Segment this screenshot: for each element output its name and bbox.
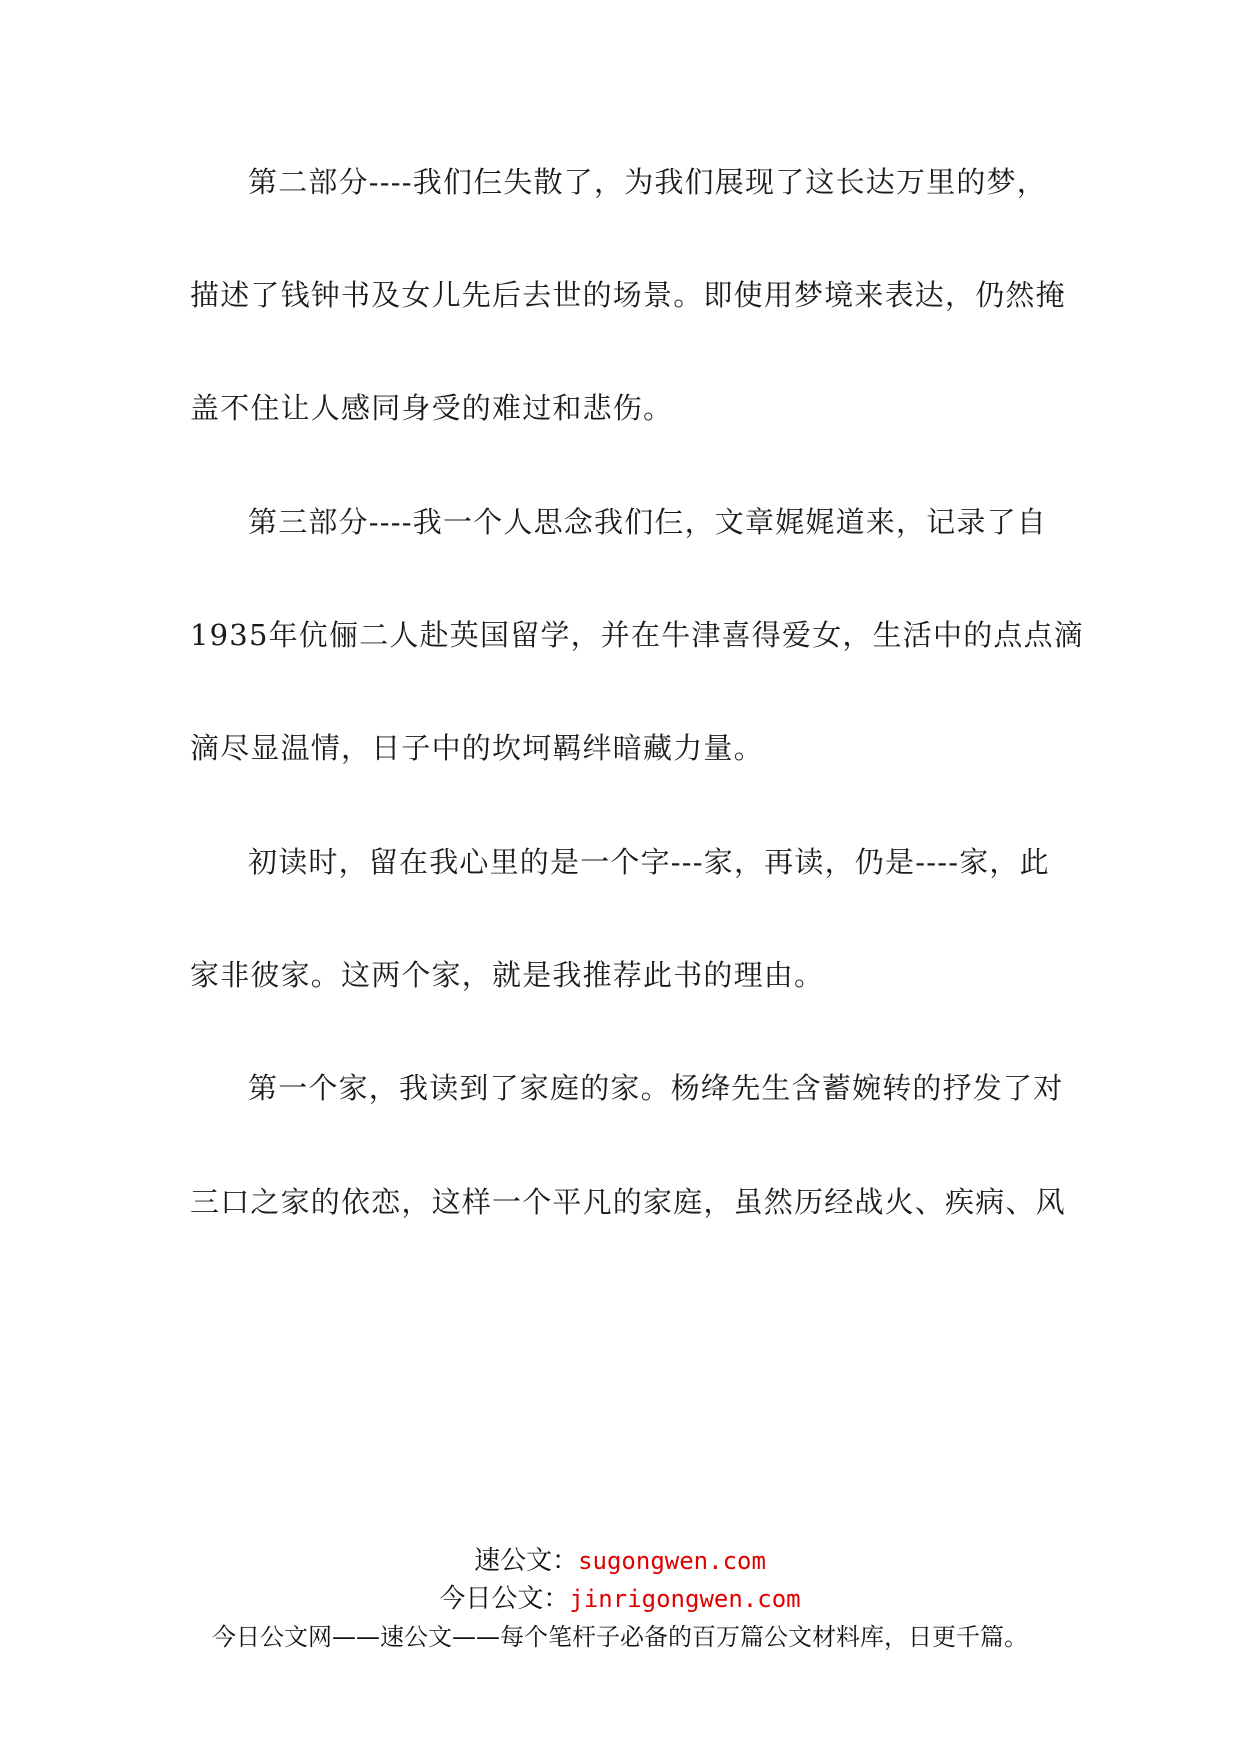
paragraph-line: 滴尽显温情，日子中的坎坷羁绊暗藏力量。	[190, 731, 764, 765]
paragraph-line: 第三部分----我一个人思念我们仨，文章娓娓道来，记录了自	[248, 505, 1047, 539]
footer-label-jinrigongwen: 今日公文：	[439, 1584, 570, 1614]
paragraph-line: 盖不住让人感同身受的难过和悲伤。	[190, 391, 674, 425]
footer-slogan: 今日公文网——速公文——每个笔杆子必备的百万篇公文材料库，日更千篇。	[212, 1623, 1028, 1651]
paragraph-line: 家非彼家。这两个家，就是我推荐此书的理由。	[190, 958, 825, 992]
sugongwen-link[interactable]: sugongwen.com	[578, 1547, 766, 1575]
paragraph-line: 初读时，留在我心里的是一个字---家，再读，仍是----家，此	[248, 845, 1050, 879]
footer-line-jinrigongwen	[0, 1582, 1240, 1616]
jinrigongwen-link[interactable]: jinrigongwen.com	[569, 1585, 801, 1613]
paragraph-line: 第二部分----我们仨失散了，为我们展现了这长达万里的梦，	[248, 165, 1047, 199]
footer-line-sugongwen	[0, 1544, 1240, 1578]
paragraph-line: 1935年伉俪二人赴英国留学，并在牛津喜得爱女，生活中的点点滴	[190, 618, 1085, 652]
paragraph-line: 第一个家，我读到了家庭的家。杨绛先生含蓄婉转的抒发了对	[248, 1071, 1064, 1105]
paragraph-line: 描述了钱钟书及女儿先后去世的场景。即使用梦境来表达，仍然掩	[190, 278, 1066, 312]
paragraph-line: 三口之家的依恋，这样一个平凡的家庭，虽然历经战火、疾病、风	[190, 1185, 1066, 1219]
footer-label-sugongwen: 速公文：	[474, 1546, 579, 1576]
